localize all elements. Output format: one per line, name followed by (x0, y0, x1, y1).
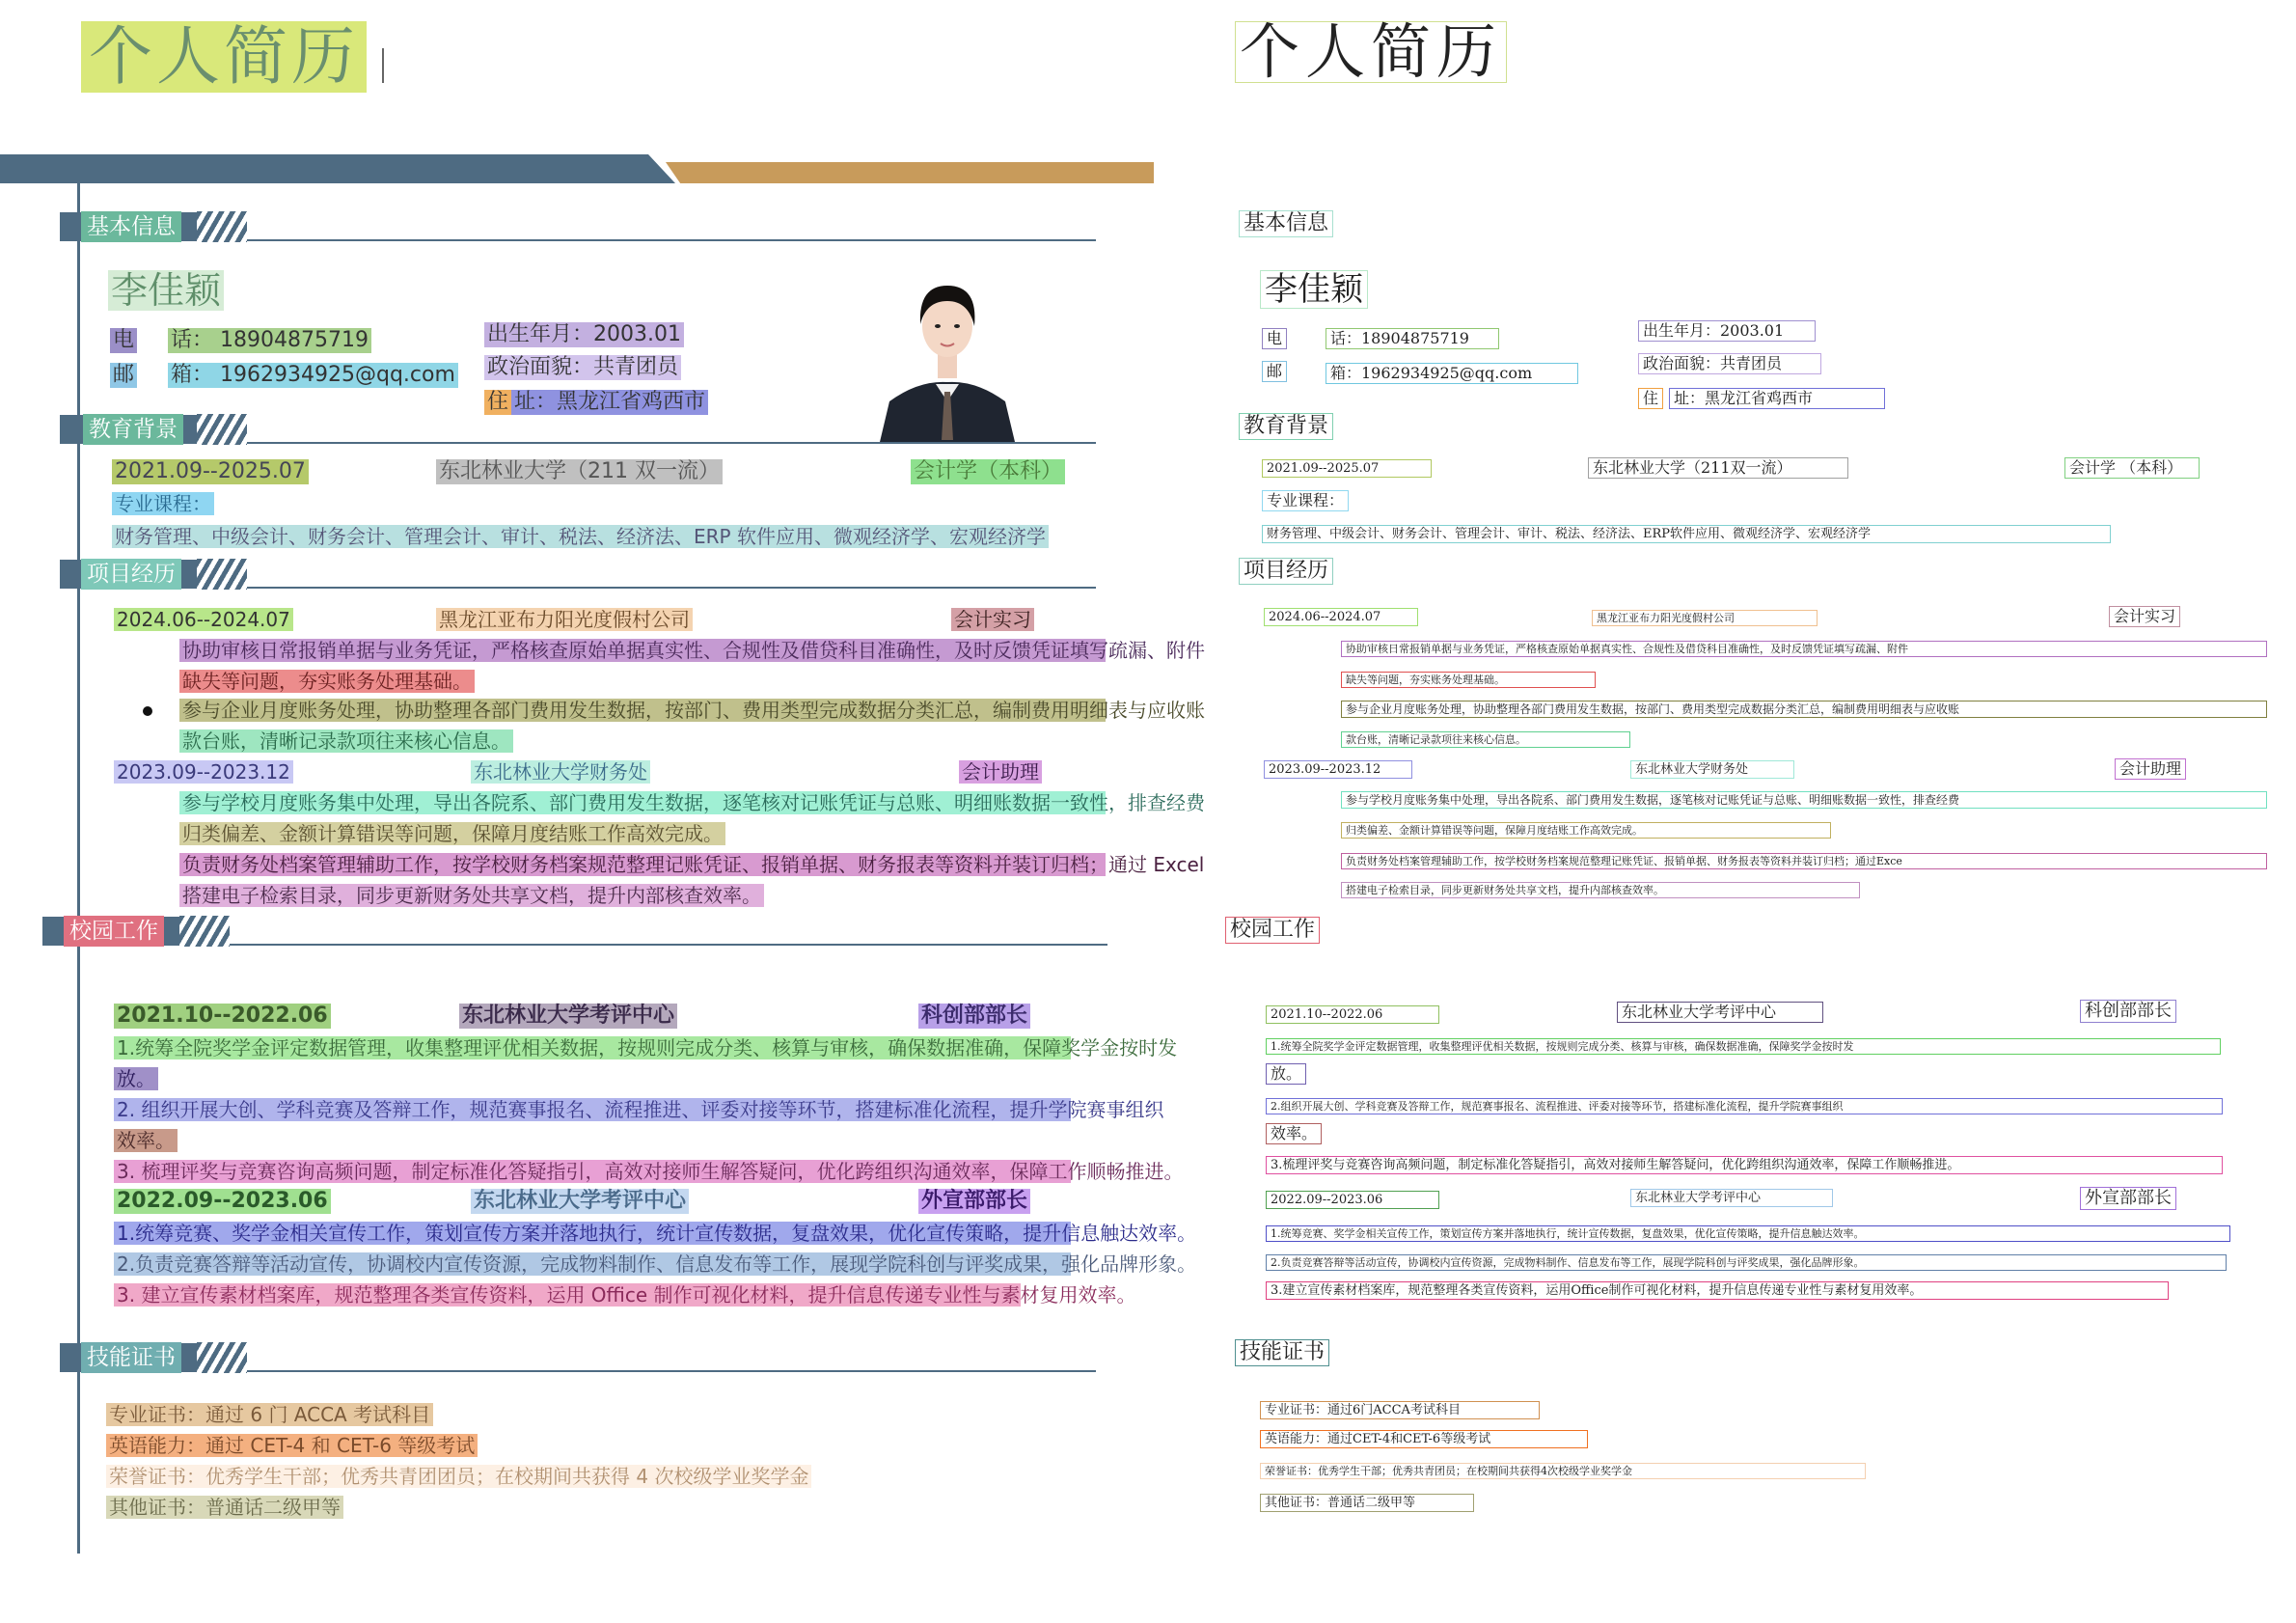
r-email-label: 邮 (1262, 361, 1287, 382)
top-banner-gold (666, 162, 1154, 183)
resume-title: 个人简历 (81, 21, 367, 93)
r-birth: 出生年月：2003.01 (1638, 320, 1816, 342)
r-addr: 址：黑龙江省鸡西市 (1669, 388, 1885, 409)
r-edu-period: 2021.09--2025.07 (1262, 459, 1432, 478)
section-title-basic: 基本信息 (81, 211, 181, 242)
skill-item: 专业证书：通过 6 门 ACCA 考试科目 (106, 1403, 433, 1426)
section-stripe (179, 916, 230, 947)
r-c1-line: 2.组织开展大创、学科竞赛及答辩工作，规范赛事报名、流程推进、评委对接等环节，搭建标准化流程，提升学院赛事组织 (1266, 1098, 2223, 1114)
r-c1-line: 3.梳理评奖与竞赛咨询高频问题，制定标准化答疑指引，高效对接师生解答疑问，优化跨组织沟通效率，保障工作顺畅推进。 (1266, 1156, 2223, 1174)
email-value (168, 363, 458, 388)
phone-value (168, 328, 371, 353)
r-section-basic: 基本信息 (1239, 210, 1333, 237)
section-rule (247, 239, 1096, 241)
project2-org: 东北林业大学财务处 (471, 760, 650, 784)
politics: 政治面貌：共青团员 (484, 355, 681, 380)
r-section-campus: 校园工作 (1225, 917, 1320, 944)
campus2-org: 东北林业大学考评中心 (471, 1189, 689, 1214)
r-skill-item: 其他证书：普通话二级甲等 (1260, 1494, 1474, 1512)
r-skill-item: 专业证书：通过6门ACCA考试科目 (1260, 1401, 1540, 1419)
campus2-line: 2.负责竞赛答辩等活动宣传，协调校内宣传资源，完成物料制作、信息发布等工作，展现学院科创与评奖成果，强化品牌形象。 (114, 1252, 1071, 1276)
r-p1-role: 会计实习 (2109, 606, 2180, 627)
r-p2-role: 会计助理 (2115, 758, 2186, 780)
phone-number: 18904875719 (220, 328, 369, 352)
campus1-line: 效率。 (114, 1129, 178, 1152)
r-skill-item: 英语能力：通过CET-4和CET-6等级考试 (1260, 1430, 1588, 1448)
section-title-education: 教育背景 (83, 414, 183, 445)
section-rule (247, 587, 1096, 589)
section-rule (230, 944, 1107, 946)
r-p1-line: 缺失等问题，夯实账务处理基础。 (1341, 672, 1596, 688)
project2-line: 参与学校月度账务集中处理，导出各院系、部门费用发生数据，逐笔核对记账凭证与总账、明细账数据一致性，排查经费 (179, 791, 1106, 814)
r-c1-line: 放。 (1266, 1063, 1306, 1085)
r-c2-line: 2.负责竞赛答辩等活动宣传，协调校内宣传资源，完成物料制作、信息发布等工作，展现学院科创与评奖成果，强化品牌形象。 (1266, 1254, 2227, 1271)
project2-line: 负责财务处档案管理辅助工作，按学校财务档案规范整理记账凭证、报销单据、财务报表等资料并装订归档；通过 Excel (179, 853, 1106, 876)
title-cursor (382, 48, 384, 83)
campus1-line: 2. 组织开展大创、学科竞赛及答辩工作，规范赛事报名、流程推进、评委对接等环节，搭建标准化流程，提升学院赛事组织 (114, 1098, 1071, 1121)
section-title-skills: 技能证书 (81, 1342, 181, 1373)
edu-period: 2021.09--2025.07 (112, 459, 309, 484)
address-label: 住 (484, 390, 511, 415)
project2-line: 搭建电子检索目录，同步更新财务处共享文档，提升内部核查效率。 (179, 884, 764, 907)
section-title-projects: 项目经历 (81, 559, 181, 590)
portrait-image (880, 257, 1015, 442)
r-section-education: 教育背景 (1239, 413, 1333, 440)
r-c2-period: 2022.09--2023.06 (1266, 1191, 1439, 1209)
project1-line: 参与企业月度账务处理，协助整理各部门费用发生数据，按部门、费用类型完成数据分类汇总，编制费用明细表与应收账 (179, 699, 1106, 722)
r-c1-period: 2021.10--2022.06 (1266, 1005, 1439, 1024)
r-p2-line: 参与学校月度账务集中处理，导出各院系、部门费用发生数据，逐笔核对记账凭证与总账、明细账数据一致性，排查经费 (1341, 791, 2267, 809)
email-label: 邮 (110, 363, 137, 388)
project1-line: 缺失等问题，夯实账务处理基础。 (179, 670, 475, 693)
campus1-line: 放。 (114, 1067, 158, 1090)
r-c2-line: 3.建立宣传素材档案库，规范整理各类宣传资料，运用Office制作可视化材料，提升信息传递专业性与素材复用效率。 (1266, 1281, 2169, 1300)
project1-period: 2024.06--2024.07 (114, 608, 293, 631)
r-courses-label: 专业课程： (1262, 490, 1349, 511)
project1-role: 会计实习 (951, 608, 1034, 631)
r-phone: 话：18904875719 (1326, 328, 1499, 349)
r-c2-role: 外宣部部长 (2080, 1187, 2176, 1210)
birth: 出生年月：2003.01 (484, 322, 684, 347)
campus1-org: 东北林业大学考评中心 (459, 1004, 677, 1029)
r-c1-org: 东北林业大学考评中心 (1617, 1002, 1823, 1023)
campus2-line: 3. 建立宣传素材档案库，规范整理各类宣传资料，运用 Office 制作可视化材料，提升信息传递专业性与素材复用效率。 (114, 1283, 1021, 1307)
edu-school: 东北林业大学（211 双一流） (436, 459, 723, 484)
campus1-line: 3. 梳理评奖与竞赛咨询高频问题，制定标准化答疑指引，高效对接师生解答疑问，优化跨组织沟通效率，保障工作顺畅推进。 (114, 1160, 1071, 1183)
right-panel (1206, 0, 2296, 1623)
address-value: 址：黑龙江省鸡西市 (511, 390, 708, 415)
project2-role: 会计助理 (959, 760, 1042, 784)
profile-photo (880, 257, 1015, 442)
skill-item: 其他证书：普通话二级甲等 (106, 1496, 343, 1519)
project1-org: 黑龙江亚布力阳光度假村公司 (436, 608, 693, 631)
section-stripe (197, 1342, 247, 1373)
r-addr-label: 住 (1638, 388, 1663, 409)
r-p2-period: 2023.09--2023.12 (1264, 760, 1412, 779)
r-c1-role: 科创部部长 (2080, 1000, 2176, 1023)
r-edu-major: 会计学 （本科） (2064, 457, 2200, 479)
campus1-line: 1.统筹全院奖学金评定数据管理，收集整理评优相关数据，按规则完成分类、核算与审核，确保数据准确，保障奖学金按时发 (114, 1036, 1071, 1059)
name: 李佳颖 (108, 270, 224, 311)
section-stripe (197, 559, 247, 590)
r-p2-line: 归类偏差、金额计算错误等问题，保障月度结账工作高效完成。 (1341, 822, 1831, 839)
bullet-dot (143, 706, 152, 716)
project1-line: 款台账，清晰记录款项往来核心信息。 (179, 729, 513, 753)
edu-major: 会计学（本科） (911, 459, 1065, 484)
project2-period: 2023.09--2023.12 (114, 760, 293, 784)
r-p2-line: 负责财务处档案管理辅助工作，按学校财务档案规范整理记账凭证、报销单据、财务报表等资料并装订归档；通过Exce (1341, 853, 2267, 869)
r-c1-line: 1.统筹全院奖学金评定数据管理，收集整理评优相关数据，按规则完成分类、核算与审核，确保数据准确，保障奖学金按时发 (1266, 1038, 2221, 1055)
top-banner-blue (0, 154, 675, 183)
r-p1-period: 2024.06--2024.07 (1264, 608, 1418, 626)
campus1-period: 2021.10--2022.06 (114, 1004, 331, 1029)
campus2-line: 1.统筹竞赛、奖学金相关宣传工作，策划宣传方案并落地执行，统计宣传数据，复盘效果，优化宣传策略，提升信息触达效率。 (114, 1222, 1071, 1245)
section-stripe (197, 414, 247, 445)
r-c2-org: 东北林业大学考评中心 (1630, 1189, 1833, 1207)
r-p2-line: 搭建电子检索目录，同步更新财务处共享文档，提升内部核查效率。 (1341, 882, 1860, 898)
r-phone-label: 电 (1262, 328, 1287, 349)
r-p2-org: 东北林业大学财务处 (1630, 760, 1794, 779)
project1-line: 协助审核日常报销单据与业务凭证，严格核查原始单据真实性、合规性及借贷科目准确性，及时反馈凭证填写疏漏、附件 (179, 639, 1106, 662)
skill-item: 英语能力：通过 CET-4 和 CET-6 等级考试 (106, 1434, 478, 1457)
section-rule (247, 1370, 1096, 1372)
phone-label-2: 话： (171, 328, 214, 352)
campus1-role: 科创部部长 (918, 1004, 1030, 1029)
project2-line: 归类偏差、金额计算错误等问题，保障月度结账工作高效完成。 (179, 822, 725, 845)
phone-label: 电 (110, 328, 137, 353)
email-address: 1962934925@qq.com (220, 363, 455, 387)
section-rule (247, 442, 1096, 444)
r-c2-line: 1.统筹竞赛、奖学金相关宣传工作，策划宣传方案并落地执行，统计宣传数据，复盘效果，优化宣传策略，提升信息触达效率。 (1266, 1225, 2230, 1242)
r-p1-line: 参与企业月度账务处理，协助整理各部门费用发生数据，按部门、费用类型完成数据分类汇总，编制费用明细表与应收账 (1341, 701, 2267, 718)
r-courses: 财务管理、中级会计、财务会计、管理会计、审计、税法、经济法、ERP软件应用、微观经济学、宏观经济学 (1262, 525, 2111, 543)
r-email: 箱：1962934925@qq.com (1326, 363, 1578, 384)
r-p1-line: 款台账，清晰记录款项往来核心信息。 (1341, 731, 1630, 748)
courses: 财务管理、中级会计、财务会计、管理会计、审计、税法、经济法、ERP 软件应用、微观经济学、宏观经济学 (112, 525, 1049, 548)
r-title: 个人简历 (1235, 21, 1507, 83)
section-stripe (197, 211, 247, 242)
email-label-2: 箱： (171, 363, 214, 387)
r-section-skills: 技能证书 (1235, 1339, 1329, 1366)
r-p1-org: 黑龙江亚布力阳光度假村公司 (1592, 610, 1818, 626)
campus2-role: 外宣部部长 (918, 1189, 1030, 1214)
campus2-period: 2022.09--2023.06 (114, 1189, 331, 1214)
courses-label: 专业课程： (112, 492, 214, 515)
skill-item: 荣誉证书：优秀学生干部；优秀共青团团员；在校期间共获得 4 次校级学业奖学金 (106, 1465, 811, 1488)
section-title-campus: 校园工作 (64, 916, 164, 947)
r-politics: 政治面貌：共青团员 (1638, 353, 1821, 374)
r-edu-school: 东北林业大学（211双一流） (1588, 457, 1848, 479)
r-name: 李佳颖 (1260, 270, 1368, 309)
r-section-projects: 项目经历 (1239, 558, 1333, 585)
r-c1-line: 效率。 (1266, 1123, 1322, 1144)
r-skill-item: 荣誉证书：优秀学生干部；优秀共青团员；在校期间共获得4次校级学业奖学金 (1260, 1463, 1866, 1479)
r-p1-line: 协助审核日常报销单据与业务凭证，严格核查原始单据真实性、合规性及借贷科目准确性，及时反馈凭证填写疏漏、附件 (1341, 641, 2267, 657)
